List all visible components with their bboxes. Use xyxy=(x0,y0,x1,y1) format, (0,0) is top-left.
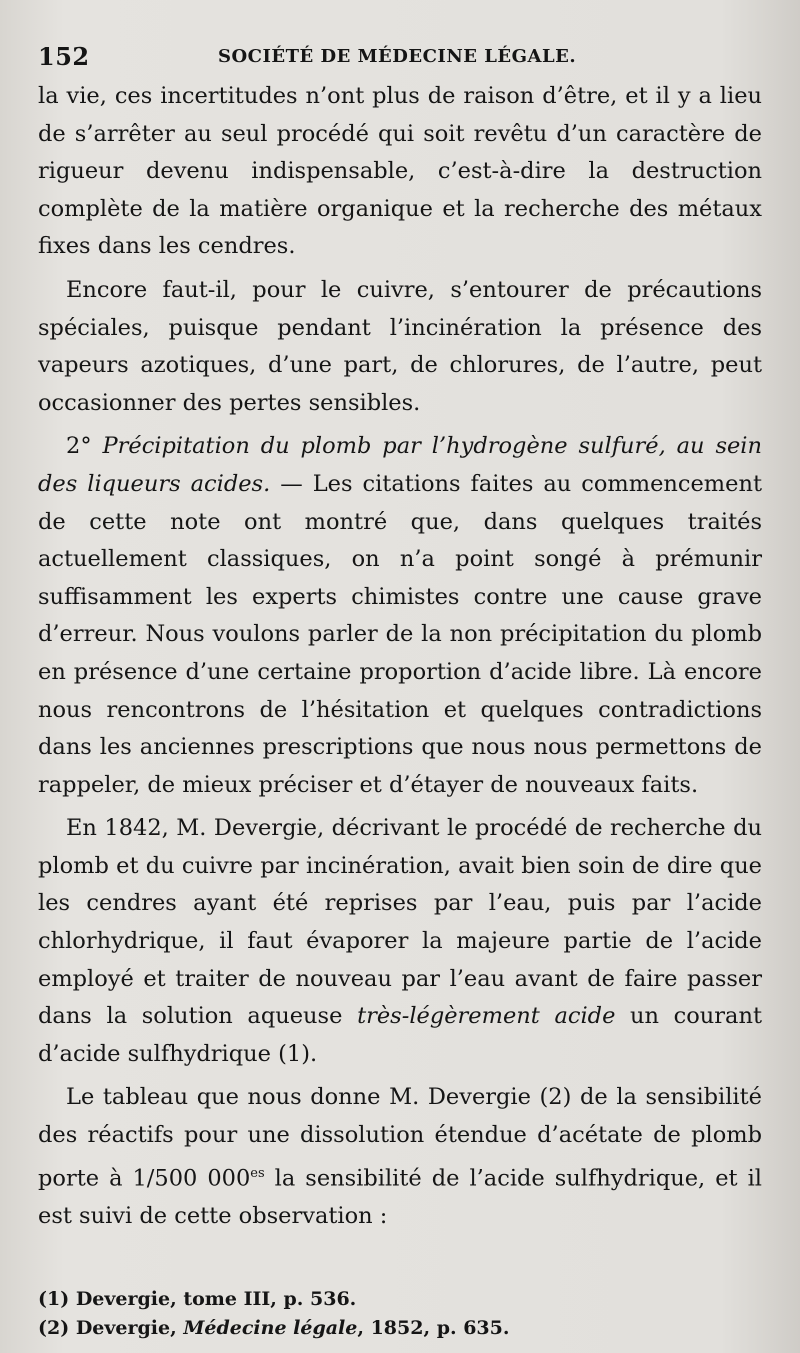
paragraph-sensitivity-table xyxy=(38,1079,762,1235)
page-number: 152 xyxy=(38,42,90,71)
paragraph-text-end: un courant d’acide sulfhydrique (1). xyxy=(38,1003,762,1067)
paragraph-text-end: la sensibilité de l’acide sulfhydrique, et il est suivi de cette observation : xyxy=(38,1165,762,1229)
paragraph-continuation xyxy=(38,78,762,266)
paragraph-text: En 1842, M. Devergie, décrivant le procédé de recherche du plomb et du cuivre par incinération, avait bien soin de dire que les cendres ayant été reprises par l’eau, puis par l’acide chlorhydrique, il faut évaporer la majeure partie de l’acide employé et traiter de nouveau par l’eau avant de faire passer dans la solution aqueuse xyxy=(38,815,762,1030)
italic-phrase: très-légèrement acide xyxy=(357,1003,616,1030)
em-dash: — xyxy=(270,470,313,497)
paragraph-text: Encore faut-il, pour le cuivre, s’entourer de précautions spéciales, puisque pendant l’incinération la présence des vapeurs azotiques, d’une part, de chlorures, de l’autre, peut occasionner des pertes sensibles. xyxy=(38,276,762,416)
paragraph-devergie-1842 xyxy=(38,810,762,1073)
footnote-marker: (2) Devergie, xyxy=(38,1317,184,1340)
footnote-2 xyxy=(38,1314,762,1343)
paragraph-text: Les citations faites au commencement de cette note ont montré que, dans quelques traités actuellement classiques, on n’a point songé à prémunir suffisamment les experts chimistes contre une cause grave d’erreur. Nous voulons parler de la non précipitation du plomb en présence d’une certaine proportion d’acide libre. Là encore nous rencontrons de l’hésitation et quelques contradictions dans les anciennes prescriptions que nous nous permettons de rappeler, de mieux préciser et d’étayer de nouveaux faits. xyxy=(38,470,762,798)
footnotes xyxy=(38,1285,762,1343)
running-head xyxy=(38,38,762,78)
body-text xyxy=(38,78,762,1235)
footnote-1: (1) Devergie, tome III, p. 536. xyxy=(38,1288,357,1311)
superscript: es xyxy=(250,1165,265,1181)
running-title: SOCIÉTÉ DE MÉDECINE LÉGALE. xyxy=(218,46,577,67)
paragraph-text: la vie, ces incertitudes n’ont plus de raison d’être, et il y a lieu de s’arrêter au seul procédé qui soit revêtu d’un caractère de rigueur devenu indispensable, c’est-à-dire la destruction complète de la matière organique et la recherche des métaux fixes dans les cendres. xyxy=(38,83,762,260)
paragraph-copper-precautions xyxy=(38,272,762,422)
footnote-title: Médecine légale xyxy=(183,1317,358,1340)
paragraph-lead-precipitation xyxy=(38,428,762,804)
section-heading: Précipitation du plomb par l’hydrogène sulfuré, au sein des liqueurs acides. xyxy=(38,433,762,497)
footnote-rest: , 1852, p. 635. xyxy=(357,1317,510,1340)
paragraph-text: Le tableau que nous donne M. Devergie (2) de la sensibilité des réactifs pour une dissolution étendue d’acétate de plomb porte à 1/500 000 xyxy=(38,1084,762,1192)
section-number: 2° xyxy=(66,433,92,460)
